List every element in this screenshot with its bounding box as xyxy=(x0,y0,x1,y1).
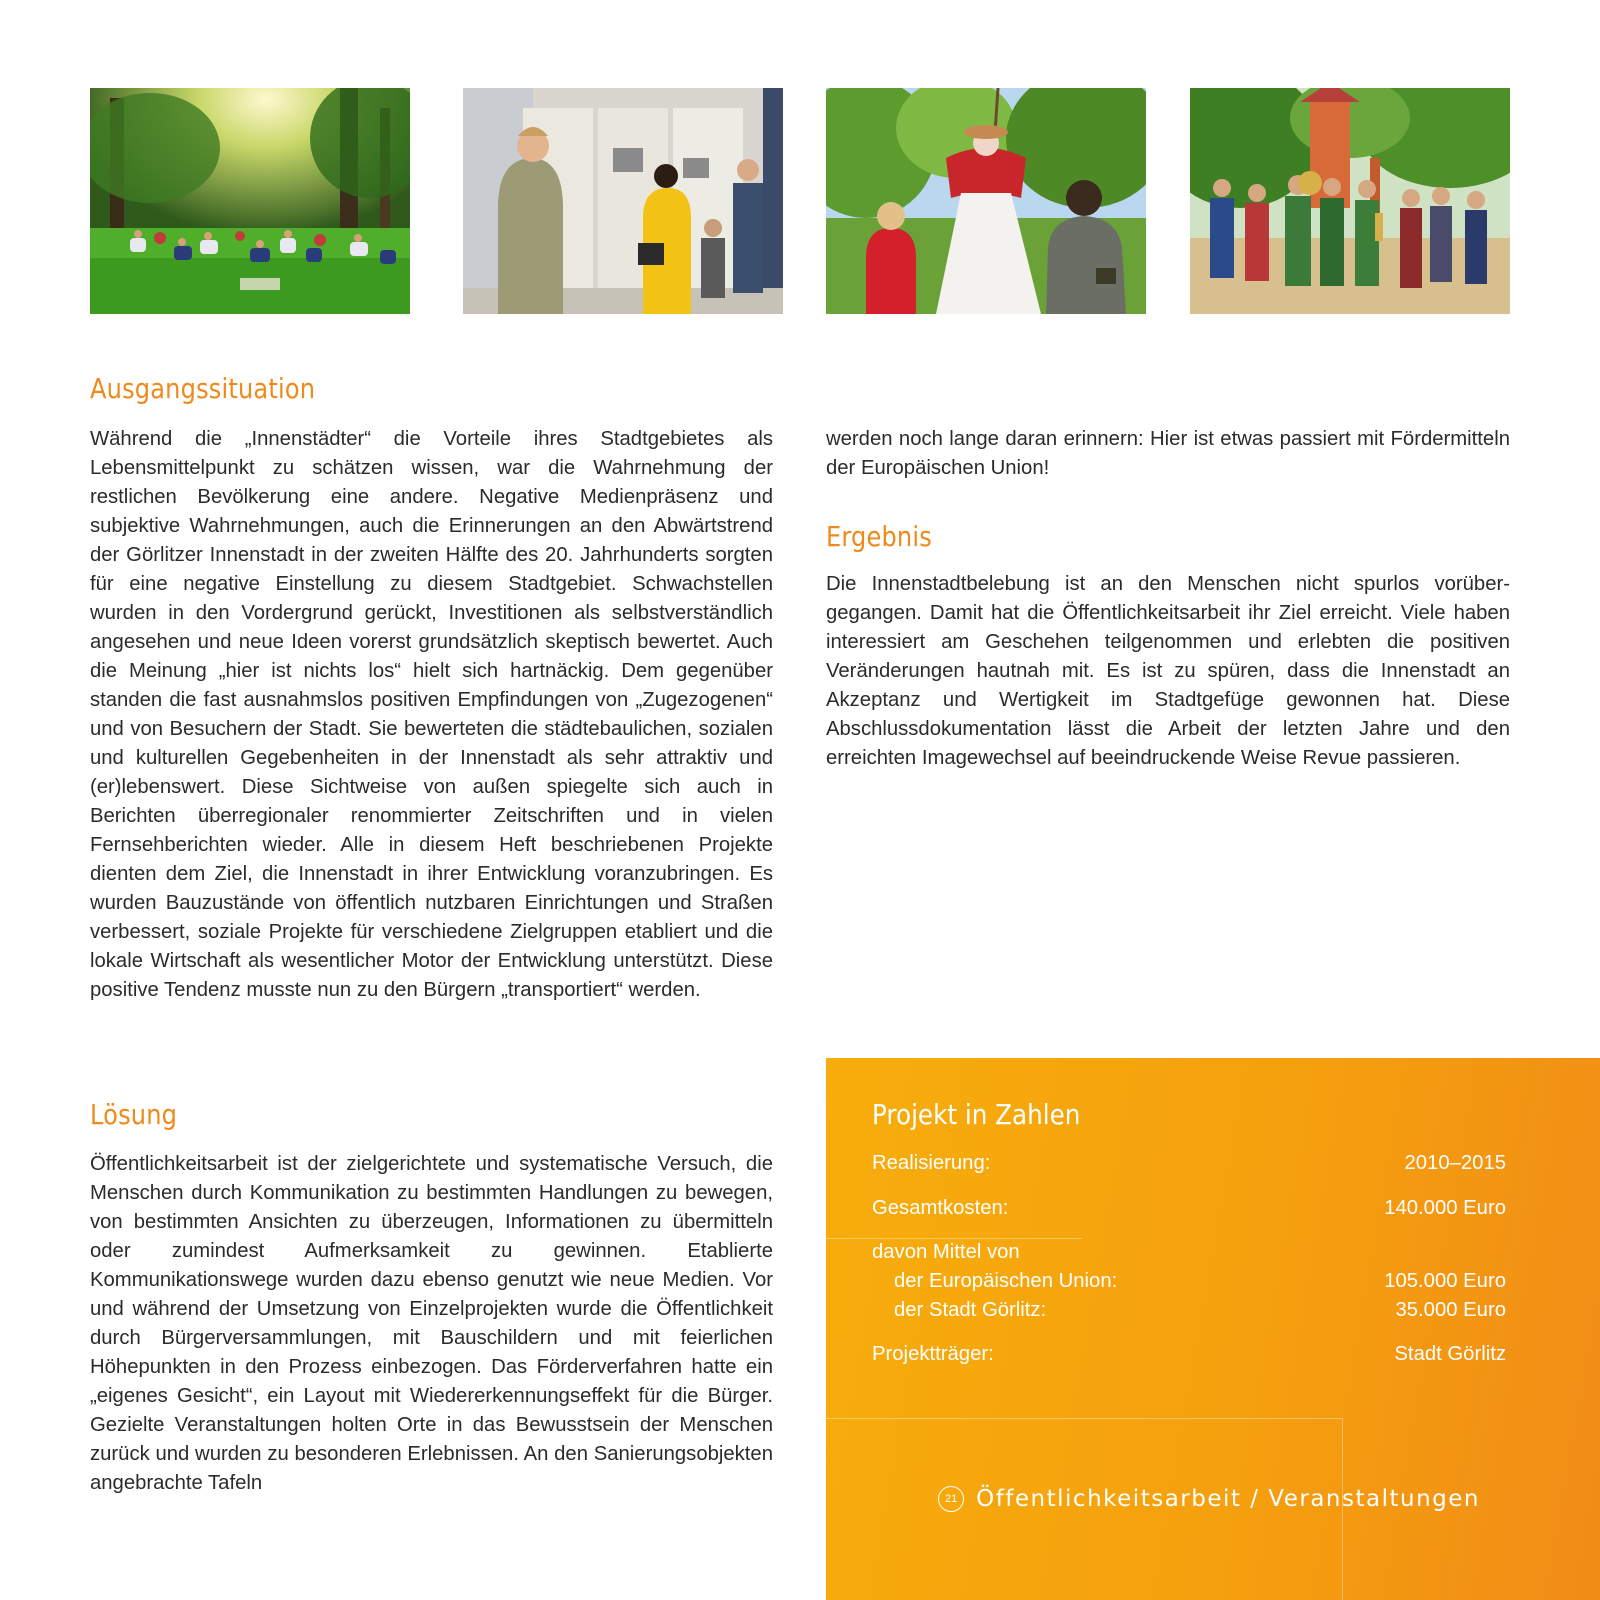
heading-ergebnis: Ergebnis xyxy=(826,520,932,553)
heading-loesung: Lösung xyxy=(90,1098,178,1131)
photo-park-picnic-icon xyxy=(90,88,410,314)
footer-section-name: Öffentlichkeitsarbeit / Veranstaltungen xyxy=(976,1486,1480,1512)
fact-value: Stadt Görlitz xyxy=(1394,1343,1506,1365)
projekt-in-zahlen-box xyxy=(826,1058,1600,1600)
photo-exhibition-icon xyxy=(463,88,783,314)
fact-label: davon Mittel von xyxy=(872,1241,1020,1263)
text-loesung-continuation: werden noch lange daran erinnern: Hier ist etwas passiert mit Fördermitteln der Europäischen Union! xyxy=(826,428,1510,479)
text-loesung: Öffentlichkeitsarbeit ist der zielgerichtete und systematische Versuch, die Menschen durch Kommunikation zu bestimmten Handlungen zu bewegen, von bestimmten Ansichten zu überzeugen, Informationen zu übermitteln oder zumindest Aufmerksamkeit zu gewinnen. Etablierte Kommunikationswege wurden dazu ebenso genutzt wie neue Medien. Vor und während der Umsetzung von Einzelprojekten wurde die Öffentlichkeit durch Bürgerversammlungen, mit Bauschildern und mit feierlichen Höhepunkten in den Prozess einbezogen. Das Förderverfahren hatte ein „eigenes Gesicht“, ein Layout mit Wiedererkennungseffekt für die Bürger. Gezielte Veranstaltungen holten Orte in das Bewusstsein der Menschen zurück und wurden zu besonderen Erlebnissen. An den Sanierungsobjekten angebrachte Tafeln xyxy=(90,1153,773,1494)
fact-label: der Stadt Görlitz: xyxy=(894,1299,1047,1321)
fact-value: 105.000 Euro xyxy=(1384,1270,1506,1292)
photo-brass-band-icon xyxy=(1190,88,1510,314)
decorative-divider xyxy=(826,1418,1342,1419)
text-ausgangssituation: Während die „Innenstädter“ die Vorteile ihres Stadtgebietes als Lebensmittelpunkt zu schätzen wissen, war die Wahrnehmung der restlichen Bevölkerung eine andere. Negative Medienpräsenz und subjektive Wahrnehmungen, auch die Erinnerungen an den Abwärtstrend der Görlitzer Innenstadt in der zweiten Hälfte des 20. Jahrhunderts sorgten für eine negative Einstellung zu diesem Stadtgebiet. Schwachstellen wurden in den Vordergrund gerückt, Investitionen als selbstverständlich angesehen und neue Ideen vorerst grundsätzlich skeptisch bewertet. Auch die Meinung „hier ist nichts los“ hielt sich hartnäckig. Dem gegenüber standen die fast ausnahmslos positiven Empfindungen von „Zugezogenen“ und von Besuchern der Stadt. Sie bewerteten die städtebaulichen, sozialen und kulturellen Gegebenheiten in der Innenstadt als sehr attraktiv und (er)lebenswert. Diese Sichtweise von außen spiegelte sich auch in Berichten überregionaler renommierter Zeitschriften und in vielen Fernsehberichten wieder. Alle in diesem Heft beschriebenen Projekte dienten dem Ziel, die Innenstadt in ihrer Entwicklung voranzubringen. Es wurden Bauzustände von öffentlich nutzbaren Einrichtungen und Straßen verbessert, soziale Projekte für verschiedene Zielgruppen etabliert und die lokale Wirtschaft als wesentlicher Motor der Entwicklung unterstützt. Diese positive Tendenz musste nun zu den Bürgern „transportiert“ werden. xyxy=(90,428,773,1001)
fact-label: Gesamtkosten: xyxy=(872,1197,1009,1219)
fact-value: 2010–2015 xyxy=(1404,1152,1506,1174)
projekt-in-zahlen-title: Projekt in Zahlen xyxy=(872,1098,1081,1131)
page-footer xyxy=(938,1482,1480,1516)
heading-ausgangssituation: Ausgangssituation xyxy=(90,372,316,405)
fact-label: Projektträger: xyxy=(872,1343,994,1365)
text-ergebnis: Die Innenstadtbelebung ist an den Menschen nicht spurlos vorübergegangen. Damit hat die Öffentlichkeitsarbeit ihr Ziel erreicht. Viele haben interessiert am Geschehen teilgenommen und erlebten die positiven Veränderungen hautnah mit. Es ist zu spüren, dass die Innenstadt an Akzeptanz und Wertigkeit im Stadtgefüge gewonnen hat. Diese Abschlussdokumentation lässt die Arbeit der letzten Jahre und den erreichten Imagewechsel auf beeindruckende Weise Revue passieren. xyxy=(826,573,1510,769)
photo-stilt-performer-icon xyxy=(826,88,1146,314)
page-number: 21 xyxy=(938,1486,964,1512)
fact-label: der Europäischen Union: xyxy=(894,1270,1118,1292)
fact-label: Realisierung: xyxy=(872,1152,991,1174)
fact-value: 35.000 Euro xyxy=(1395,1299,1506,1321)
fact-value: 140.000 Euro xyxy=(1384,1197,1506,1219)
